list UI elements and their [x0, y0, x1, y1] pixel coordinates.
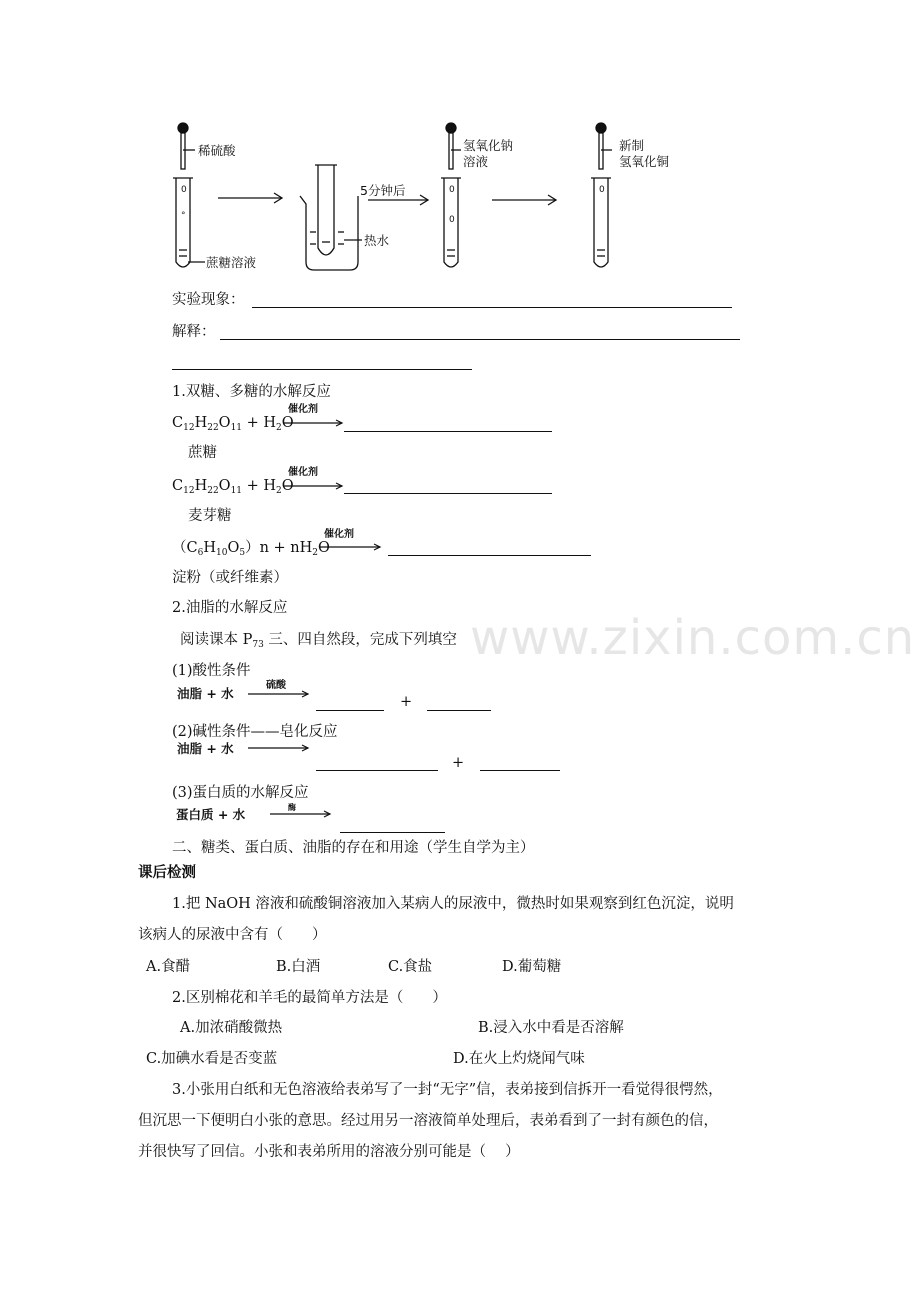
catalyst-label: 催化剂: [324, 529, 354, 540]
label-naoh: 氢氧化钠 溶液: [463, 138, 514, 169]
section2-heading: 2.油脂的水解反应: [172, 600, 288, 616]
q1-line2: 该病人的尿液中含有（ ）: [138, 927, 327, 943]
equation-maltose: $C_{12}H_{22}O_{11} + H_2O$: [172, 478, 294, 496]
acid-condition-heading: (1)酸性条件: [172, 663, 251, 679]
base-condition-heading: (2)碱性条件——皂化反应: [172, 724, 338, 740]
equation-sucrose: $C_{12}H_{22}O_{11} + H_2O$: [172, 415, 294, 433]
reaction-arrow: [270, 809, 332, 819]
q1-line1: 1.把 NaOH 溶液和硫酸铜溶液加入某病人的尿液中，微热时如果观察到红色沉淀，说明: [172, 896, 734, 912]
acid-equation: 油脂 + 水: [177, 686, 234, 701]
base-equation: 油脂 + 水: [177, 741, 234, 756]
acid-condition-label: 硫酸: [266, 680, 286, 691]
q1-option-c[interactable]: C.食盐: [388, 959, 433, 975]
base-product-blank-1[interactable]: [316, 770, 438, 771]
phenomenon-label: 实验现象：: [172, 292, 245, 308]
protein-equation: 蛋白质 + 水: [176, 807, 246, 822]
svg-text:0: 0: [181, 185, 187, 195]
catalyst-label: 催化剂: [288, 404, 318, 415]
reaction-arrow: [248, 743, 310, 753]
maltose-label: 麦芽糖: [188, 508, 232, 524]
label-fresh-cuoh2: 新制 氢氧化铜: [619, 138, 670, 169]
product-blank[interactable]: [344, 431, 552, 432]
experiment-diagram: [0, 0, 920, 290]
label-dilute-sulfuric: 稀硫酸: [198, 143, 236, 158]
q3-line3: 并很快写了回信。小张和表弟所用的溶液分别可能是（ ）: [138, 1144, 520, 1160]
reading-instruction: 阅读课本 $P_{73}$ 三、四自然段，完成下列填空: [180, 632, 457, 650]
label-hot-water: 热水: [364, 233, 390, 248]
plus-sign: +: [452, 755, 465, 771]
svg-text:0: 0: [449, 185, 455, 195]
q3-line1: 3.小张用白纸和无色溶液给表弟写了一封“无字”信，表弟接到信拆开一看觉得很愕然，: [172, 1082, 723, 1098]
equation-starch: $(C_6H_{10}O_5)n + nH_2O$: [172, 540, 330, 558]
reaction-arrow: [320, 542, 382, 552]
protein-heading: (3)蛋白质的水解反应: [172, 785, 309, 801]
product-blank[interactable]: [388, 555, 591, 556]
svg-text:0: 0: [449, 215, 455, 225]
watermark: www.zixin.com.cn: [470, 610, 916, 666]
enzyme-label: 酶: [288, 803, 296, 812]
q2-option-c[interactable]: C.加碘水看是否变蓝: [146, 1051, 278, 1067]
acid-product-blank-1[interactable]: [316, 710, 384, 711]
explanation-label: 解释：: [172, 324, 216, 340]
q2-option-b[interactable]: B.浸入水中看是否溶解: [478, 1020, 624, 1036]
product-blank[interactable]: [344, 493, 552, 494]
label-after-5min: 5分钟后: [360, 183, 406, 198]
svg-text:°: °: [181, 211, 186, 221]
q2-option-a[interactable]: A.加浓硝酸微热: [180, 1020, 283, 1036]
q3-line2: 但沉思一下便明白小张的意思。经过用另一溶液简单处理后，表弟看到了一封有颜色的信，: [138, 1113, 718, 1129]
svg-text:0: 0: [599, 185, 605, 195]
section3-heading: 二、糖类、蛋白质、油脂的存在和用途（学生自学为主）: [172, 840, 535, 856]
q1-option-b[interactable]: B.白酒: [276, 959, 321, 975]
after-class-title: 课后检测: [138, 864, 196, 881]
reaction-arrow: [248, 689, 310, 699]
acid-product-blank-2[interactable]: [427, 710, 491, 711]
q2-stem: 2.区别棉花和羊毛的最简单方法是（ ）: [172, 990, 447, 1006]
sucrose-label: 蔗糖: [188, 445, 217, 461]
reaction-arrow: [284, 418, 344, 428]
catalyst-label: 催化剂: [288, 467, 318, 478]
plus-sign: +: [400, 694, 413, 710]
base-product-blank-2[interactable]: [480, 770, 560, 771]
label-sucrose-solution: 蔗糖溶液: [206, 255, 257, 270]
q2-option-d[interactable]: D.在火上灼烧闻气味: [453, 1051, 585, 1067]
q1-option-a[interactable]: A.食醋: [146, 959, 191, 975]
q1-option-d[interactable]: D.葡萄糖: [502, 959, 562, 975]
section1-heading: 1.双糖、多糖的水解反应: [172, 384, 331, 400]
phenomenon-blank[interactable]: [252, 307, 732, 308]
explanation-blank-1[interactable]: [220, 339, 740, 340]
starch-label: 淀粉（或纤维素）: [172, 570, 288, 586]
explanation-blank-2[interactable]: [172, 369, 472, 370]
reaction-arrow: [284, 481, 344, 491]
protein-product-blank[interactable]: [340, 832, 445, 833]
